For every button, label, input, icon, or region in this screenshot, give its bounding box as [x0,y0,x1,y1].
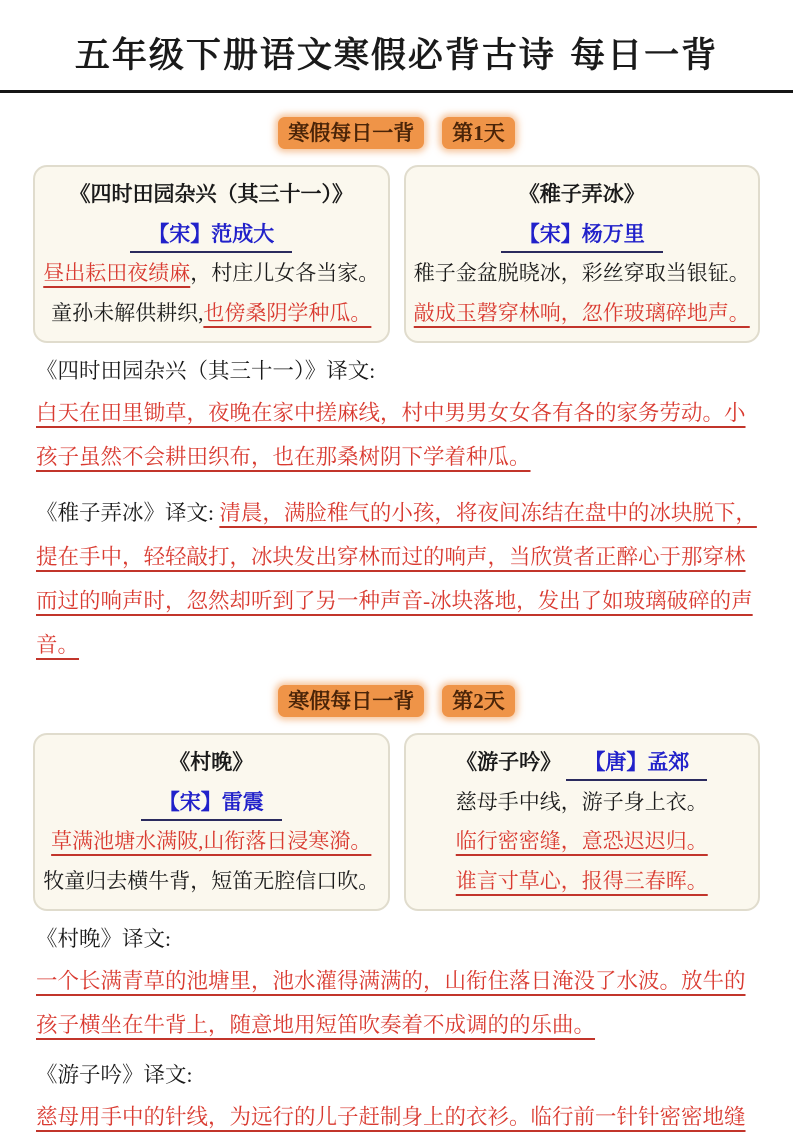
poem-line [410,822,755,862]
poem-line: 慈母手中线，游子身上衣。 [455,789,708,814]
poem-author-line [39,783,384,823]
poem-line [39,294,384,334]
translation-text: 白天在田里锄草，夜晚在家中搓麻线，村中男男女女各有各的家务劳动。小孩子虽然不会耕田织布，也在那桑树阴下学着种瓜。 [36,401,746,469]
poem-line-highlight: 草满池塘水满陂,山衔落日浸寒漪。 [51,829,372,853]
poem-line-highlight: 昼出耘田夜绩麻 [43,261,191,285]
translation-label: 《游子吟》译文: [36,1063,193,1087]
poem-card-day2-left [33,733,390,911]
poem-author-line [410,215,755,255]
day2-badge-row [0,685,793,717]
poem-author: 【宋】雷震 [141,785,282,821]
poem-card-day1-right [404,165,761,343]
poem-line-plain: ，村庄儿女各当家。 [190,261,380,285]
poem-line [410,294,755,334]
translation-label: 《稚子弄冰》译文: [36,501,214,525]
page-title: 五年级下册语文寒假必背古诗 每日一背 [74,36,719,76]
poem-line: 牧童归去横牛背，短笛无腔信口吹。 [43,868,380,893]
poem-author: 【唐】孟郊 [566,745,707,781]
poem-line-highlight: 临行密密缝，意恐迟迟归。 [455,829,708,853]
poem-line-highlight: 敲成玉磬穿林响，忽作玻璃碎地声。 [413,300,750,325]
translation-block-day2-right [36,1059,757,1139]
poem-author: 【宋】范成大 [130,217,292,253]
translation-paragraph [36,491,757,667]
translation-block-day1-right [36,491,757,667]
poem-line [410,862,755,902]
translation-text: 一个长满青草的池塘里，池水灌得满满的，山衔住落日淹没了水波。放牛的孩子横坐在牛背上，随意地用短笛吹奏着不成调的的乐曲。 [36,969,746,1037]
translation-block-day2-left [36,923,757,1047]
poem-line-highlight: 也傍桑阴学种瓜。 [203,300,372,325]
translation-text: 慈母用手中的针线，为远行的儿子赶制身上的衣衫。临行前一针针密密地缝 [36,1105,746,1129]
poem-line: 稚子金盆脱晓冰，彩丝穿取当银钲。 [413,261,750,285]
poem-title-author-line [410,743,755,783]
poem-title: 《稚子弄冰》 [518,182,645,206]
day1-badge-row [0,117,793,149]
poem-card-day1-left [33,165,390,343]
poem-line [39,822,384,862]
poem-title: 《村晚》 [169,750,254,774]
day1-badge-label: 寒假每日一背 [278,117,424,149]
translation-label: 《村晚》译文: [36,927,171,951]
day1-badge-number: 第1天 [442,117,515,149]
day1-poem-row [33,165,760,343]
poem-title: 《四时田园杂兴（其三十一）》 [69,182,353,206]
day2-badge-label: 寒假每日一背 [278,685,424,717]
poem-title: 《游子吟》 [456,750,562,774]
poem-line [39,254,384,294]
title-divider-rule [0,90,793,93]
poem-line-highlight: 谁言寸草心，报得三春晖。 [455,868,708,893]
translation-text: 清晨，满脸稚气的小孩，将夜间冻结在盘中的冰块脱下，提在手中，轻轻敲打，冰块发出穿林而过的响声，当欣赏者正醉心于那穿林而过的响声时，忽然却听到了另一种声音-冰块落地，发出了如玻璃破碎的声音。 [36,501,757,657]
poem-card-day2-right [404,733,761,911]
day2-badge-number: 第2天 [442,685,515,717]
translation-block-day1-left [36,355,757,479]
poem-author: 【宋】杨万里 [501,217,663,253]
day2-poem-row [33,733,760,911]
translation-label: 《四时田园杂兴（其三十一）》译文: [36,359,376,383]
poem-line-plain: 童孙未解供耕织, [51,300,204,325]
poem-author-line [39,215,384,255]
